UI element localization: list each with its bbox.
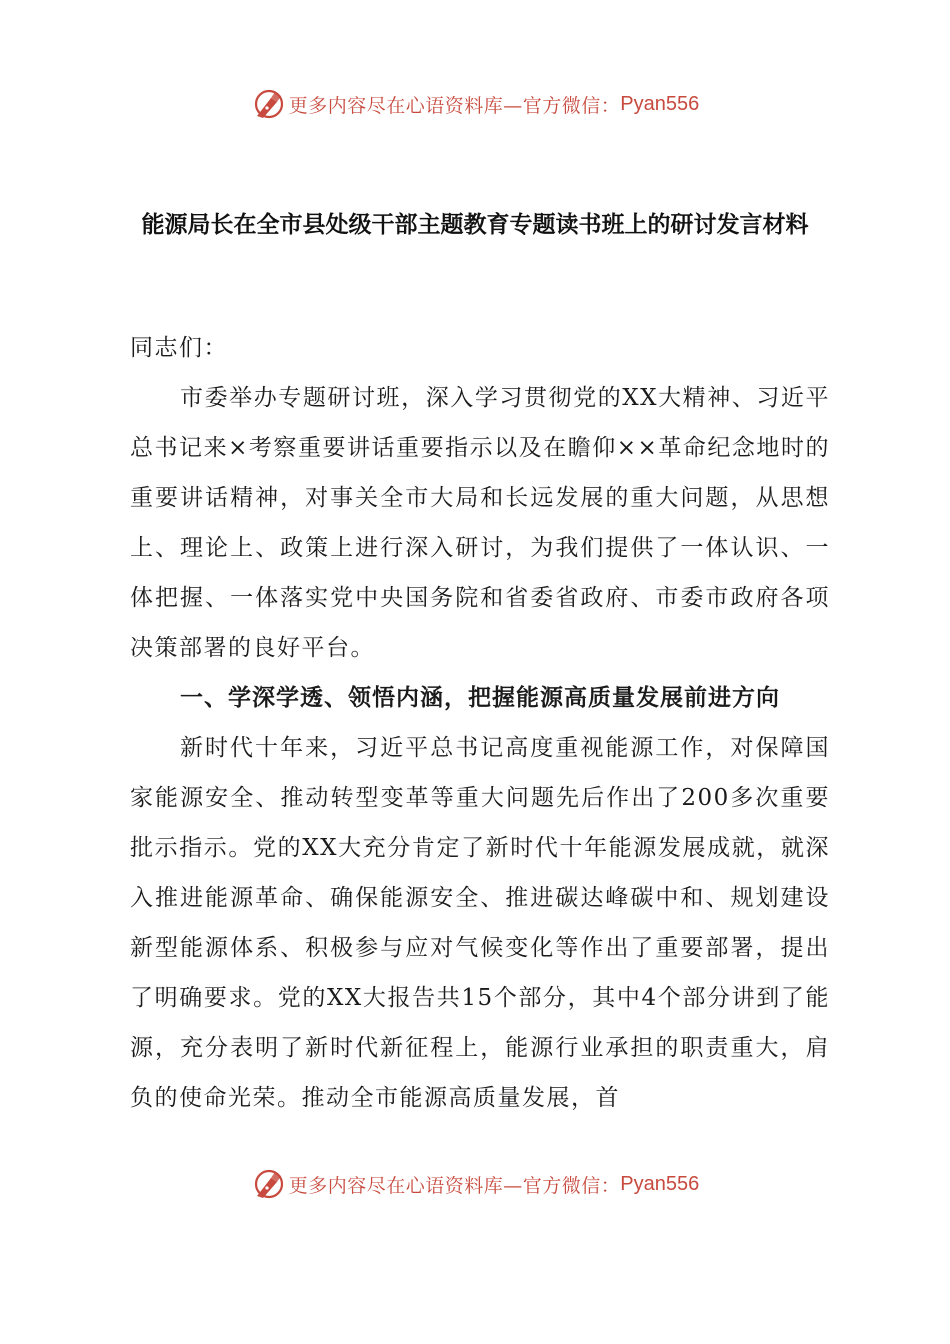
pen-nib-logo-icon bbox=[251, 1166, 287, 1202]
document-title: 能源局长在全市县处级干部主题教育专题读书班上的研讨发言材料 bbox=[141, 212, 809, 238]
document-body bbox=[130, 323, 830, 1123]
watermark-footer bbox=[0, 1164, 950, 1204]
watermark-header bbox=[0, 84, 950, 124]
section-heading: 一、学深学透、领悟内涵，把握能源高质量发展前进方向 bbox=[180, 685, 780, 711]
pen-nib-logo-icon bbox=[251, 86, 287, 122]
intro-paragraph: 市委举办专题研讨班，深入学习贯彻党的XX大精神、习近平总书记来×考察重要讲话重要指示以及在瞻仰××革命纪念地时的重要讲话精神，对事关全市大局和长远发展的重大问题，从思想上、理论上、政策上进行深入研讨，为我们提供了一体认识、一体把握、一体落实党中央国务院和省委省政府、市委市政府各项决策部署的良好平台。 bbox=[130, 385, 830, 661]
watermark-text: 更多内容尽在心语资料库—官方微信： bbox=[288, 1174, 621, 1197]
salutation: 同志们： bbox=[130, 335, 228, 361]
watermark-text: 更多内容尽在心语资料库—官方微信： bbox=[288, 94, 621, 117]
watermark-wechat-id: Pyan556 bbox=[620, 92, 700, 115]
section-paragraph: 新时代十年来，习近平总书记高度重视能源工作，对保障国家能源安全、推动转型变革等重大问题先后作出了200多次重要批示指示。党的XX大充分肯定了新时代十年能源发展成就，就深入推进能源革命、确保能源安全、推进碳达峰碳中和、规划建设新型能源体系、积极参与应对气候变化等作出了重要部署，提出了明确要求。党的XX大报告共15个部分，其中4个部分讲到了能源，充分表明了新时代新征程上，能源行业承担的职责重大，肩负的使命光荣。推动全市能源高质量发展，首 bbox=[130, 735, 830, 1111]
watermark-wechat-id: Pyan556 bbox=[620, 1172, 700, 1195]
